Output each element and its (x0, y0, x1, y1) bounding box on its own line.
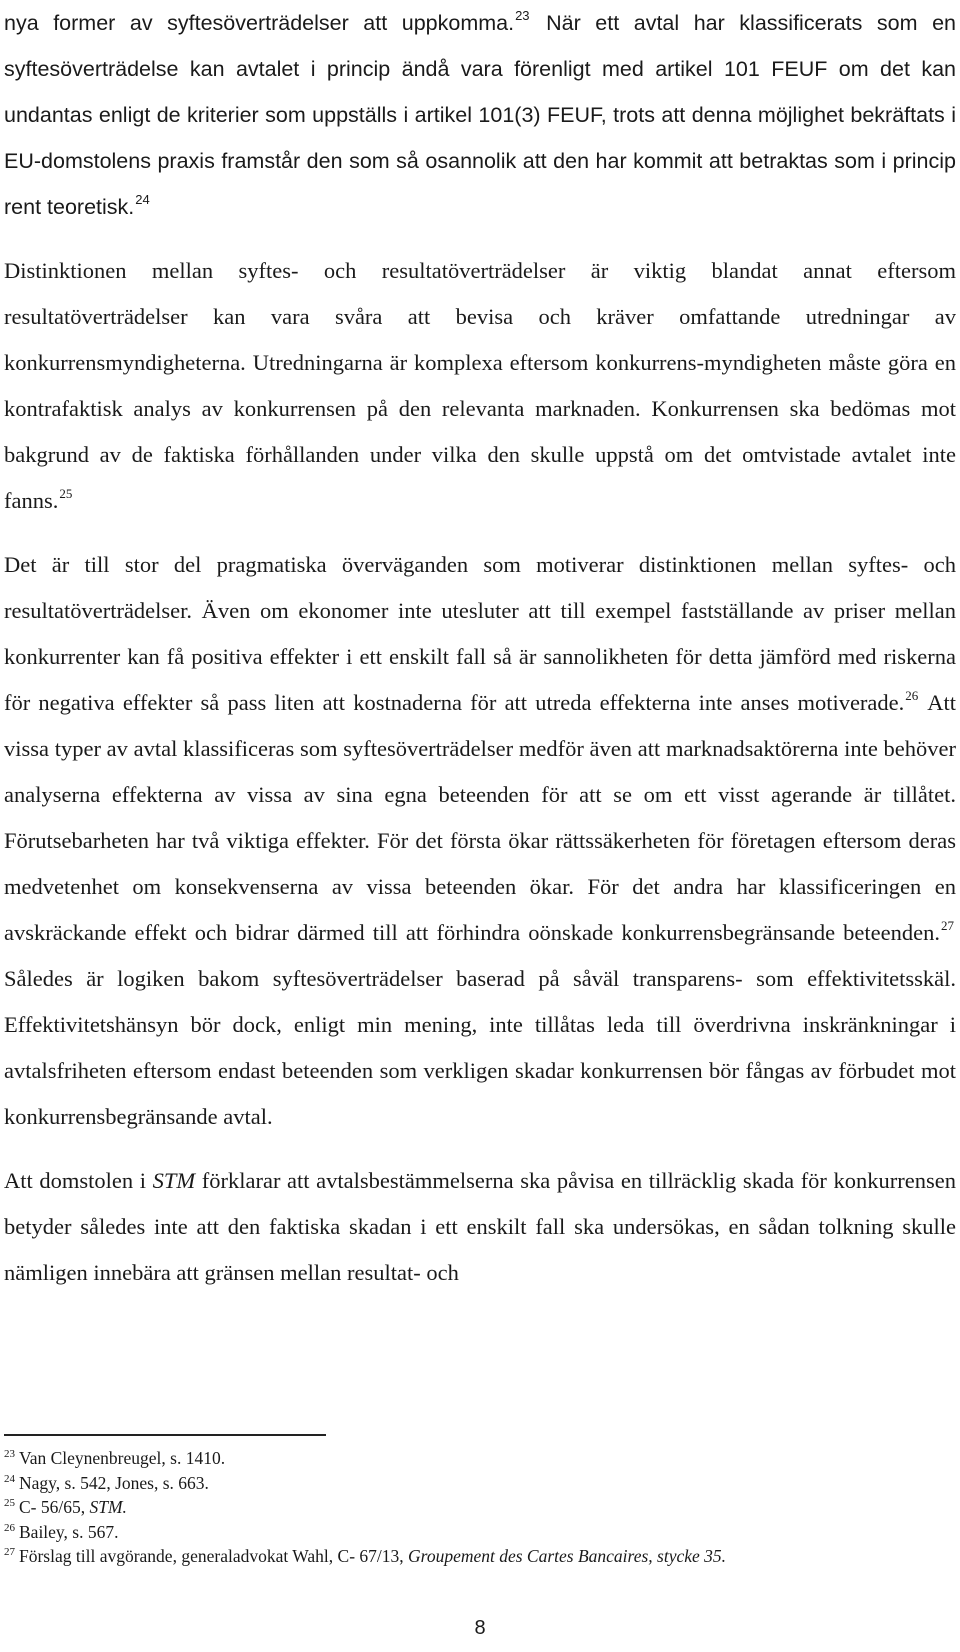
footnote-ref-25[interactable]: 25 (59, 486, 73, 501)
paragraph-4 (4, 1158, 956, 1296)
footnote-text: Bailey, s. 567. (19, 1521, 119, 1542)
paragraph-4-text-a: Att domstolen i (4, 1168, 146, 1193)
footnote-number: 27 (4, 1546, 15, 1558)
paragraph-2 (4, 248, 956, 524)
paragraph-3-text-b: Att vissa typer av avtal klassificeras som syftesöverträdelser medför även att marknadsaktörerna inte behöver analyserna effekterna av vissa av sina egna beteenden för att se om ett visst agerande är tillåtet. Förutsebarheten har två viktiga effekter. För det första ökar rättssäkerheten för företagen eftersom deras medvetenhet om konsekvenserna av vissa beteenden ökar. För det andra har klassificeringen en avskräckande effekt och bidrar därmed till att förhindra oönskade konkurrensbegränsande beteenden. (4, 690, 956, 945)
footnote-26 (4, 1520, 956, 1545)
footnote-number: 25 (4, 1497, 15, 1509)
paragraph-3-text-a: Det är till stor del pragmatiska överväganden som motiverar distinktionen mellan syftes- och resultatöverträdelser. Även om ekonomer inte utesluter att till exempel fastställande av priser mellan konkurrenter kan få positiva effekter i ett enskilt fall så är sannolikheten för detta jämförd med riskerna för negativa effekter så pass liten att kostnaderna för att utreda effekterna inte anses motiverade. (4, 552, 956, 715)
case-name-stm: STM (152, 1168, 196, 1193)
footnote-text: Nagy, s. 542, Jones, s. 663. (19, 1472, 209, 1493)
paragraph-1 (4, 0, 956, 230)
footnote-24 (4, 1471, 956, 1496)
footnote-text: Van Cleynenbreugel, s. 1410. (19, 1448, 226, 1468)
footnote-italic: Groupement des Cartes Bancaires, stycke 35. (408, 1546, 727, 1566)
footnote-25 (4, 1495, 956, 1520)
document-body (4, 0, 956, 1296)
footnote-number: 23 (4, 1448, 15, 1460)
paragraph-1-text-a: nya former av syftesöverträdelser att uppkomma. (4, 11, 515, 35)
footnote-23 (4, 1446, 956, 1471)
footnote-ref-27[interactable]: 27 (941, 918, 954, 933)
footnote-ref-23[interactable]: 23 (515, 8, 530, 23)
paragraph-3 (4, 542, 956, 1140)
page-number: 8 (474, 1617, 486, 1639)
footnote-italic: STM. (89, 1497, 127, 1517)
footnote-ref-24[interactable]: 24 (135, 192, 150, 207)
footnote-separator (4, 1434, 326, 1436)
paragraph-1-text-b: När ett avtal har klassificerats som en syftesöverträdelse kan avtalet i princip ändå vara förenligt med artikel 101 FEUF om det kan undantas enligt de kriterier som uppställs i artikel 101(3) FEUF, trots att denna möjlighet bekräftats i EU-domstolens praxis framstår den som så osannolik att den har kommit att betraktas som i princip rent teoretisk. (4, 11, 956, 219)
paragraph-4-text-b: förklarar att avtalsbestämmelserna ska påvisa en tillräcklig skada för konkurrensen betyder således inte att den faktiska skadan i ett enskilt fall ska undersökas, en sådan tolkning skulle nämligen innebära att gränsen mellan resultat- och (4, 1168, 957, 1285)
footnote-ref-26[interactable]: 26 (905, 688, 919, 703)
footnote-number: 26 (4, 1521, 15, 1534)
paragraph-2-text: Distinktionen mellan syftes- och resultatöverträdelser är viktig blandat annat eftersom resultatöverträdelser kan vara svåra att bevisa och kräver omfattande utredningar av konkurrensmyndigheterna. Utredningarna är komplexa eftersom konkurrens-myndigheten måste göra en kontrafaktisk analys av konkurrensen på den relevanta marknaden. Konkurrensen ska bedömas mot bakgrund av de faktiska förhållanden under vilka den skulle uppstå om det omtvistade avtalet inte fanns. (4, 258, 956, 513)
paragraph-3-text-c: Således är logiken bakom syftesöverträdelser baserad på såväl transparens- som effektivitetsskäl. Effektivitetshänsyn bör dock, enligt min mening, inte tillåtas leda till överdrivna inskränkningar i avtalsfriheten eftersom endast beteenden som verkligen skadar konkurrensen bör fångas av förbudet mot konkurrensbegränsande avtal. (4, 966, 956, 1129)
footnote-text: C- 56/65, (19, 1497, 86, 1517)
footnote-number: 24 (4, 1472, 15, 1485)
footnote-text: Förslag till avgörande, generaladvokat Wahl, C- 67/13, (19, 1546, 404, 1566)
footnotes (4, 1446, 956, 1569)
footnote-27 (4, 1544, 956, 1569)
